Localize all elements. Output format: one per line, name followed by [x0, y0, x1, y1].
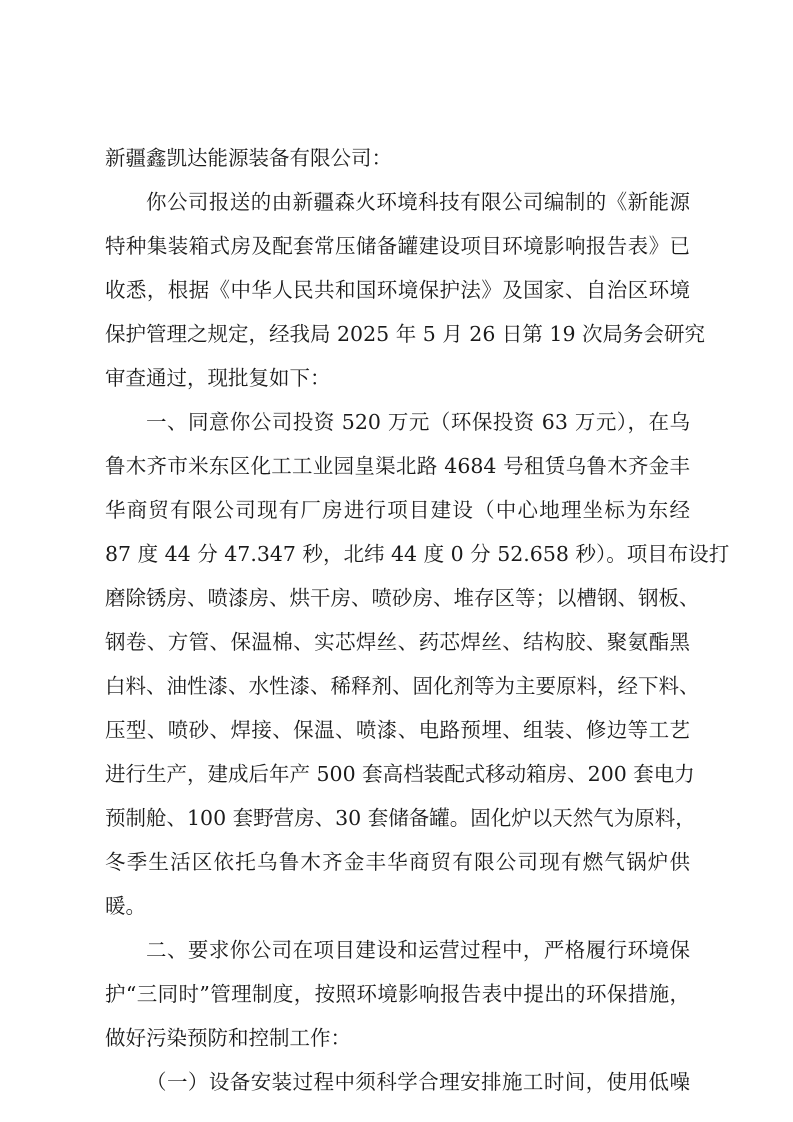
paragraph-2-line-3: 华商贸有限公司现有厂房进行项目建设（中心地理坐标为东经: [105, 498, 690, 522]
paragraph-1-line-2: 特种集装箱式房及配套常压储备罐建设项目环境影响报告表》已: [105, 234, 690, 258]
paragraph-2-line-5: 磨除锈房、喷漆房、烘干房、喷砂房、堆存区等；以槽钢、钢板、: [105, 586, 700, 610]
paragraph-3-line-1: 二、要求你公司在项目建设和运营过程中，严格履行环境保: [146, 938, 690, 962]
paragraph-3-line-2: 护“三同时”管理制度，按照环境影响报告表中提出的环保措施，: [105, 982, 690, 1006]
paragraph-2-line-11: 冬季生活区依托乌鲁木齐金丰华商贸有限公司现有燃气锅炉供: [105, 850, 690, 874]
paragraph-3-line-3: 做好污染预防和控制工作：: [105, 1026, 351, 1050]
paragraph-2-line-4: 87 度 44 分 47.347 秒，北纬 44 度 0 分 52.658 秒）。项目布设打: [105, 542, 730, 566]
paragraph-2-line-7: 白料、油性漆、水性漆、稀释剂、固化剂等为主要原料，经下料、: [105, 674, 700, 698]
paragraph-1-line-4: 保护管理之规定，经我局 2025 年 5 月 26 日第 19 次局务会研究: [105, 322, 706, 346]
paragraph-2-line-2: 鲁木齐市米东区化工工业园皇渠北路 4684 号租赁乌鲁木齐金丰: [105, 454, 690, 478]
paragraph-4-line-1: （一）设备安装过程中须科学合理安排施工时间，使用低噪: [146, 1070, 690, 1094]
paragraph-2-line-12: 暖。: [105, 894, 146, 918]
paragraph-2-line-1: 一、同意你公司投资 520 万元（环保投资 63 万元），在乌: [146, 410, 690, 434]
paragraph-1-line-3: 收悉，根据《中华人民共和国环境保护法》及国家、自治区环境: [105, 278, 690, 302]
paragraph-2-line-8: 压型、喷砂、焊接、保温、喷漆、电路预埋、组装、修边等工艺: [105, 718, 690, 742]
paragraph-2-line-6: 钢卷、方管、保温棉、实芯焊丝、药芯焊丝、结构胶、聚氨酯黑: [105, 630, 690, 654]
addressee-line: 新疆鑫凯达能源装备有限公司：: [105, 146, 392, 170]
paragraph-2-line-9: 进行生产，建成后年产 500 套高档装配式移动箱房、200 套电力: [105, 762, 695, 786]
paragraph-1-line-5: 审查通过，现批复如下：: [105, 366, 331, 390]
paragraph-2-line-10: 预制舱、100 套野营房、30 套储备罐。固化炉以天然气为原料，: [105, 806, 696, 830]
paragraph-1-line-1: 你公司报送的由新疆森火环境科技有限公司编制的《新能源: [146, 190, 690, 214]
